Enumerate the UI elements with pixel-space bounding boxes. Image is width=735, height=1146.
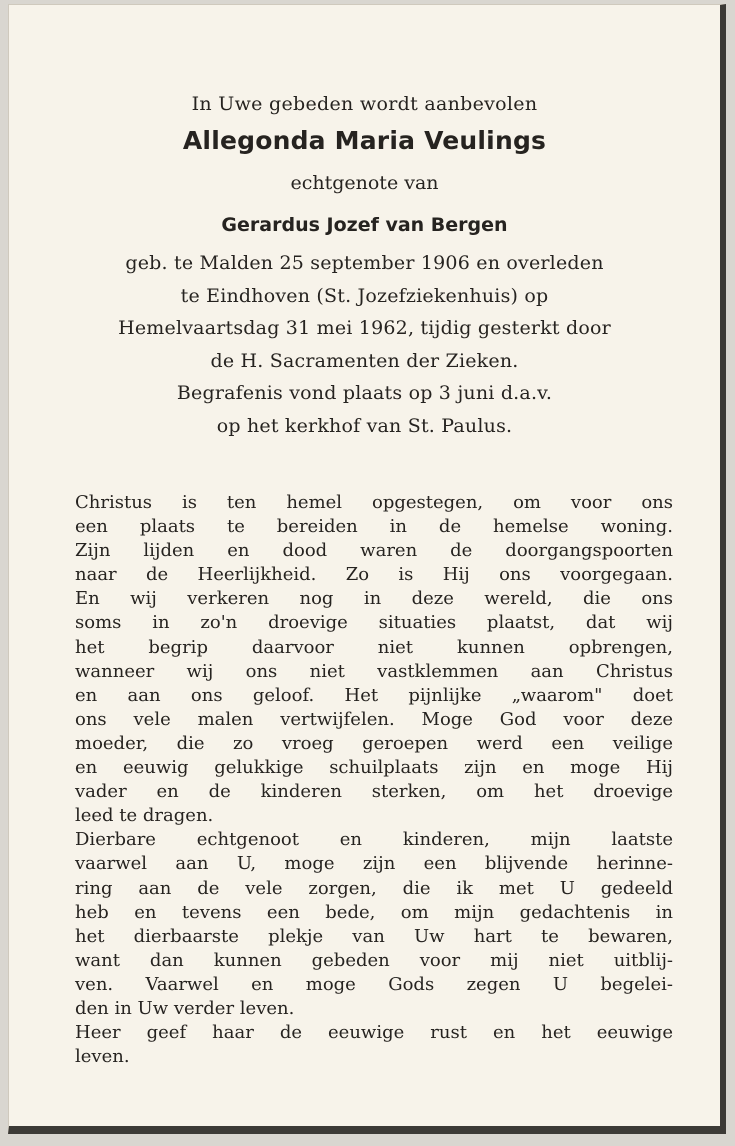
- detail-line: op het kerkhof van St. Paulus.: [216, 414, 513, 437]
- text-line: en aan ons geloof. Het pijnlijke „waarom" doet: [75, 684, 673, 706]
- text-line: een plaats te bereiden in de hemelse woning.: [75, 516, 673, 538]
- text-line: moeder, die zo vroeg geroepen werd een veilige: [75, 732, 673, 754]
- text-line: leed te dragen.: [75, 805, 214, 827]
- life-details: [9, 247, 720, 442]
- detail-line: Begrafenis vond plaats op 3 juni d.a.v.: [176, 382, 553, 404]
- text-line: ring aan de vele zorgen, die ik met U gedeeld: [75, 877, 673, 899]
- text-line: het begrip daarvoor niet kunnen opbrengen,: [75, 636, 673, 658]
- text-line: heb en tevens een bede, om mijn gedachtenis in: [75, 901, 673, 923]
- text-line: het dierbaarste plekje van Uw hart te bewaren,: [75, 925, 673, 947]
- text-line: ons vele malen vertwijfelen. Moge God voor deze: [75, 708, 673, 730]
- card-header: [9, 89, 720, 442]
- memorial-card: [8, 4, 726, 1134]
- text-line: den in Uw verder leven.: [75, 997, 295, 1019]
- text-line: Zijn lijden en dood waren de doorgangspoorten: [75, 540, 673, 562]
- text-line: wanneer wij ons niet vastklemmen aan Christus: [75, 660, 673, 682]
- text-line: naar de Heerlijkheid. Zo is Hij ons voorgegaan.: [75, 564, 673, 586]
- detail-line: geb. te Malden 25 september 1906 en overleden: [125, 252, 604, 274]
- text-line: ven. Vaarwel en moge Gods zegen U begelei-: [75, 973, 673, 995]
- spouse-name: Gerardus Jozef van Bergen: [221, 214, 508, 236]
- spouse-label: echtgenote van: [290, 172, 439, 194]
- memorial-text: [75, 491, 673, 1069]
- text-line: vader en de kinderen sterken, om het droevige: [75, 781, 673, 803]
- intro-line: In Uwe gebeden wordt aanbevolen: [191, 93, 538, 115]
- detail-line: te Eindhoven (St. Jozefziekenhuis) op: [180, 284, 549, 307]
- text-line: leven.: [75, 1046, 130, 1068]
- text-line: Christus is ten hemel opgestegen, om voor ons: [75, 492, 673, 513]
- text-line: want dan kunnen gebeden voor mij niet uitblij-: [75, 949, 673, 971]
- text-line: soms in zo'n droevige situaties plaatst, dat wij: [75, 612, 673, 634]
- text-line: En wij verkeren nog in deze wereld, die ons: [75, 588, 673, 610]
- detail-line: de H. Sacramenten der Zieken.: [210, 349, 519, 372]
- text-line: Dierbare echtgenoot en kinderen, mijn laatste: [75, 829, 673, 851]
- deceased-name: Allegonda Maria Veulings: [182, 126, 547, 155]
- text-line: vaarwel aan U, moge zijn een blijvende herinne-: [75, 853, 673, 875]
- text-line: Heer geef haar de eeuwige rust en het eeuwige: [75, 1022, 673, 1044]
- text-line: en eeuwig gelukkige schuilplaats zijn en moge Hij: [75, 757, 673, 779]
- detail-line: Hemelvaartsdag 31 mei 1962, tijdig gesterkt door: [118, 317, 611, 339]
